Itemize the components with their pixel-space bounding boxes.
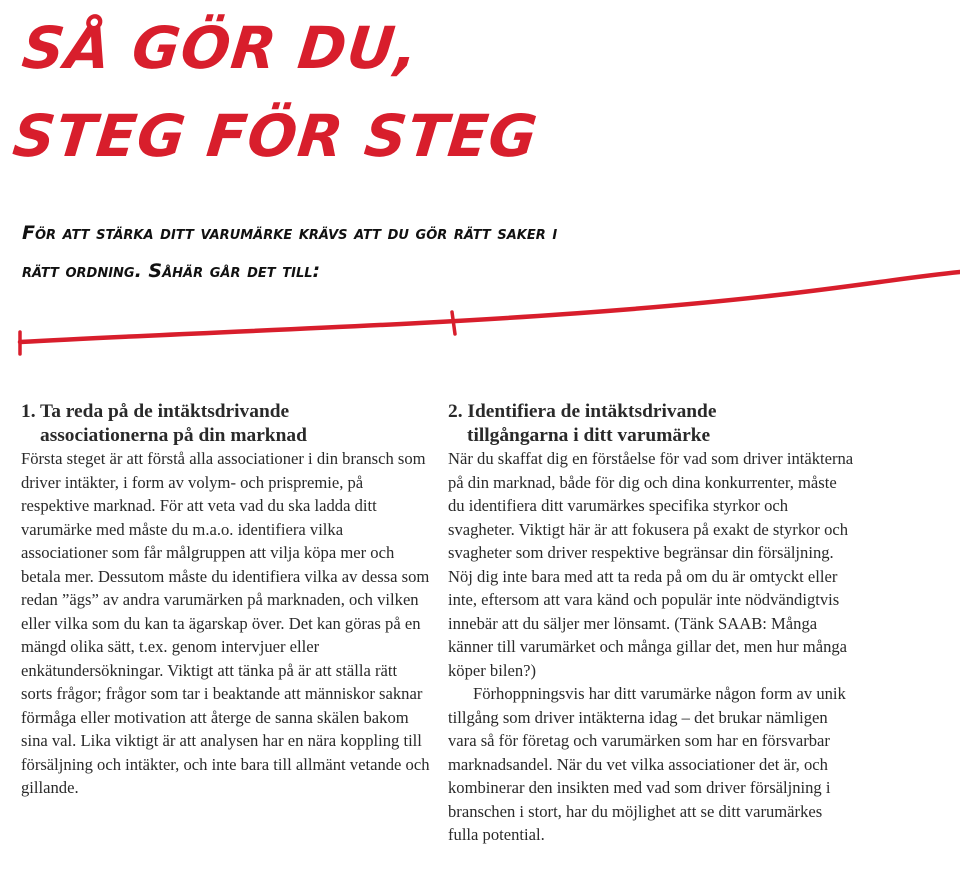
step-1-heading-line-2: associationerna på din marknad xyxy=(40,424,307,446)
step-2-body-paragraph-2: Förhoppningsvis har ditt varumärke någon form av unik tillgång som driver intäkterna idag – det brukar nämligen vara så för företag och varumärken som har en försvarbar marknadsandel. När du vet vilka associationer det är, och kombinerar den insikten med vad som driver försäljning i branschen i stort, har du möjlighet att se ditt varumärkes fulla potential. xyxy=(448,684,846,844)
divider-tick-middle xyxy=(452,312,455,334)
step-1-heading xyxy=(21,400,431,447)
step-1-body: Första steget är att förstå alla associationer i din bransch som driver intäkter, i form av volym- och prispremie, på respektive marknad. För att veta vad du ska ladda ditt varumärke med måste du m.a.o. identifiera vilka associationer som får målgruppen att vilja köpa mer och betala mer. Dessutom måste du identifiera vilka av dessa som redan ”ägs” av andra varumärken på marknaden, och vilken eller vilka som du kan ta ägarskap över. Det kan göras på en mängd olika sätt, t.ex. genom intervjuer eller enkätundersökningar. Viktigt att tänka på är att ställa rätt sorts frågor; frågor som tar i beaktande att människor saknar förmåga eller motivation att återge de sanna skälen bakom sina val. Lika viktigt är att analysen har en nära koppling till försäljning och intäkter, och inte bara till allmänt vetande och gillande. xyxy=(21,449,430,797)
step-2-heading-line-1: 2. Identifiera de intäktsdrivande xyxy=(448,401,717,422)
step-2-heading xyxy=(448,400,854,447)
step-1-heading-line-1: 1. Ta reda på de intäktsdrivande xyxy=(21,401,290,422)
title-line-1: SÅ GÖR DU, xyxy=(19,14,423,82)
timeline-divider xyxy=(0,250,960,370)
subtitle-line-1: För att stärka ditt varumärke krävs att du gör rätt saker i xyxy=(22,222,558,244)
subtitle-line-2: rätt ordning. Såhär går det till: xyxy=(22,260,321,282)
step-1-column xyxy=(21,400,431,800)
title-line-2: STEG FÖR STEG xyxy=(9,102,542,170)
step-2-column xyxy=(448,400,854,847)
step-2-heading-line-2: tillgångarna i ditt varumärke xyxy=(467,424,711,446)
page-title xyxy=(9,4,552,180)
step-2-body: När du skaffat dig en förståelse för vad som driver intäkterna på din marknad, både för dig och dina konkurrenter, måste du identifiera ditt varumärkes specifika styrkor och svagheter. Viktigt här är att fokusera på exakt de styrkor och svagheter som driver respektive begränsar din försäljning. Nöj dig inte bara med att ta reda på om du är omtyckt eller inte, eftersom att vara känd och populär inte nödvändigtvis innebär att du säljer mer lönsamt. (Tänk SAAB: Många känner till varumärket och många gillar det, men hur många köper bilen?) xyxy=(448,449,854,680)
